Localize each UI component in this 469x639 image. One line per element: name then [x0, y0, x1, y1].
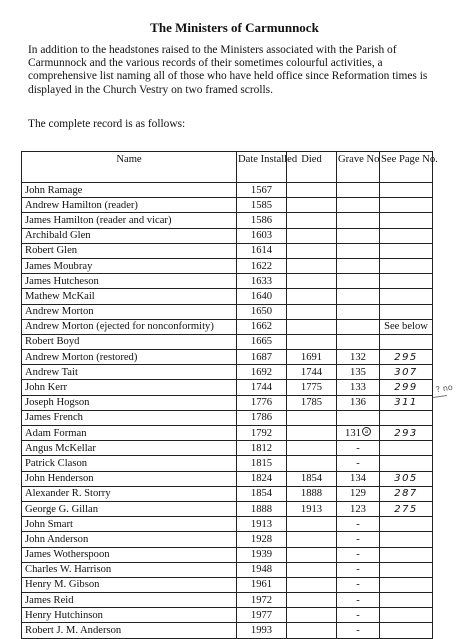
cell-date-installed — [237, 426, 287, 441]
cell-see-page — [380, 410, 433, 425]
cell-grave-no-text: - — [356, 533, 360, 545]
cell-grave-no — [337, 183, 380, 198]
cell-name — [22, 456, 237, 471]
cell-died — [287, 319, 337, 334]
cell-died — [287, 608, 337, 623]
intro-paragraph — [28, 44, 443, 97]
cell-grave-no — [337, 426, 380, 441]
margin-pen-mark — [433, 395, 447, 398]
table-row — [22, 608, 433, 623]
cell-see-page — [380, 471, 433, 486]
cell-date-installed — [237, 350, 287, 365]
cell-see-page — [380, 441, 433, 456]
table-row — [22, 577, 433, 592]
table-row — [22, 501, 433, 516]
cell-died — [287, 228, 337, 243]
cell-died — [287, 577, 337, 592]
cell-grave-no — [337, 577, 380, 592]
cell-name — [22, 532, 237, 547]
table-row — [22, 426, 433, 441]
cell-died — [287, 198, 337, 213]
cell-died — [287, 289, 337, 304]
cell-see-page — [380, 243, 433, 258]
cell-grave-no — [337, 380, 380, 395]
cell-name-text: Andrew Tait — [25, 366, 78, 378]
cell-see-page-text: 305 — [394, 473, 418, 485]
table-row — [22, 547, 433, 562]
cell-date-installed — [237, 228, 287, 243]
cell-date-installed — [237, 608, 287, 623]
cell-name-text: Archibald Glen — [25, 230, 91, 242]
header-date-installed: Date Installed — [237, 152, 287, 183]
cell-name-text: Robert Glen — [25, 245, 78, 257]
cell-date-installed — [237, 365, 287, 380]
cell-date-installed-text: 1692 — [250, 366, 273, 378]
table-row — [22, 304, 433, 319]
cell-name — [22, 501, 237, 516]
cell-died-text: 1888 — [300, 488, 323, 500]
cell-grave-no — [337, 243, 380, 258]
cell-grave-no — [337, 441, 380, 456]
cell-name-text: John Kerr — [25, 382, 68, 394]
cell-grave-no-text: - — [356, 594, 360, 606]
cell-grave-no — [337, 517, 380, 532]
cell-name-text: Robert J. M. Anderson — [25, 625, 122, 637]
table-row — [22, 289, 433, 304]
cell-grave-no — [337, 456, 380, 471]
cell-date-installed — [237, 395, 287, 410]
cell-died — [287, 365, 337, 380]
cell-date-installed-text: 1640 — [250, 290, 273, 302]
cell-date-installed — [237, 471, 287, 486]
cell-died — [287, 274, 337, 289]
cell-died — [287, 380, 337, 395]
cell-date-installed — [237, 532, 287, 547]
cell-grave-no — [337, 608, 380, 623]
cell-name — [22, 243, 237, 258]
table-row — [22, 532, 433, 547]
cell-grave-no — [337, 289, 380, 304]
cell-grave-no-text: - — [356, 609, 360, 621]
cell-date-installed-text: 1815 — [250, 457, 273, 469]
cell-date-installed — [237, 289, 287, 304]
cell-grave-no-text: 136 — [350, 397, 366, 409]
cell-name-text: Andrew Morton (ejected for nonconformity) — [25, 321, 214, 333]
cell-grave-no-text: 131 — [345, 427, 361, 439]
cell-died-text: 1744 — [300, 366, 323, 378]
cell-date-installed-text: 1792 — [250, 427, 273, 439]
cell-date-installed-text: 1603 — [250, 230, 273, 242]
cell-grave-no-text: 133 — [350, 382, 366, 394]
cell-grave-no-text: - — [356, 625, 360, 637]
cell-see-page — [380, 577, 433, 592]
cell-date-installed-text: 1687 — [250, 351, 273, 363]
table-row — [22, 213, 433, 228]
cell-died — [287, 183, 337, 198]
cell-date-installed — [237, 562, 287, 577]
table-row — [22, 350, 433, 365]
table-row — [22, 243, 433, 258]
cell-name — [22, 213, 237, 228]
cell-name-text: James Hutcheson — [25, 275, 99, 287]
cell-died — [287, 304, 337, 319]
cell-name — [22, 319, 237, 334]
cell-see-page — [380, 365, 433, 380]
cell-died — [287, 334, 337, 349]
intro-line: displayed in the Church Vestry on two framed scrolls. — [28, 83, 273, 96]
cell-name-text: John Ramage — [25, 184, 83, 196]
cell-see-page — [380, 350, 433, 365]
cell-grave-no-text: - — [356, 457, 360, 469]
cell-grave-no — [337, 410, 380, 425]
cell-grave-no — [337, 334, 380, 349]
cell-grave-no — [337, 228, 380, 243]
cell-died-text: 1913 — [300, 503, 323, 515]
table-row — [22, 274, 433, 289]
intro-line: Carmunnock and the various records of their sometimes colourful activities, a — [28, 57, 383, 70]
cell-see-page — [380, 304, 433, 319]
cell-grave-no — [337, 486, 380, 501]
cell-see-page — [380, 334, 433, 349]
cell-date-installed — [237, 456, 287, 471]
ministers-table — [21, 151, 438, 639]
cell-date-installed-text: 1993 — [250, 625, 273, 637]
cell-name — [22, 593, 237, 608]
cell-died-text: 1775 — [300, 382, 323, 394]
header-died: Died — [287, 152, 337, 183]
cell-name-text: John Smart — [25, 518, 73, 530]
cell-name — [22, 228, 237, 243]
cell-name — [22, 350, 237, 365]
cell-date-installed-text: 1786 — [250, 412, 273, 424]
cell-died — [287, 426, 337, 441]
cell-died — [287, 547, 337, 562]
cell-name — [22, 274, 237, 289]
cell-name-text: Andrew Hamilton (reader) — [25, 199, 138, 211]
cell-died — [287, 562, 337, 577]
cell-see-page — [380, 426, 433, 441]
cell-name-text: Joseph Hogson — [25, 397, 90, 409]
cell-name-text: Mathew McKail — [25, 290, 95, 302]
cell-grave-no — [337, 532, 380, 547]
cell-died — [287, 501, 337, 516]
cell-date-installed-text: 1622 — [250, 260, 273, 272]
cell-name — [22, 380, 237, 395]
cell-date-installed-text: 1948 — [250, 564, 273, 576]
cell-see-page — [380, 623, 433, 638]
cell-name-text: Alexander R. Storry — [25, 488, 111, 500]
cell-see-page — [380, 532, 433, 547]
cell-date-installed — [237, 183, 287, 198]
cell-died — [287, 441, 337, 456]
cell-grave-no — [337, 365, 380, 380]
cell-see-page-text: 275 — [394, 503, 418, 515]
table-row — [22, 334, 433, 349]
cell-date-installed — [237, 577, 287, 592]
header-grave-no: Grave No — [337, 152, 380, 183]
cell-name — [22, 258, 237, 273]
cell-see-page — [380, 517, 433, 532]
cell-died-text: 1854 — [300, 473, 323, 485]
cell-name-text: Angus McKellar — [25, 442, 96, 454]
cell-see-page — [380, 486, 433, 501]
table-row — [22, 471, 433, 486]
table-row — [22, 562, 433, 577]
cell-name-text: James Reid — [25, 594, 74, 606]
cell-see-page — [380, 228, 433, 243]
table-header-row — [22, 152, 433, 183]
cell-see-page-text: 299 — [394, 382, 418, 394]
cell-date-installed — [237, 547, 287, 562]
cell-name — [22, 289, 237, 304]
cell-see-page — [380, 501, 433, 516]
cell-name — [22, 441, 237, 456]
cell-died — [287, 410, 337, 425]
cell-see-page — [380, 213, 433, 228]
cell-grave-no — [337, 319, 380, 334]
cell-name-text: Henry M. Gibson — [25, 579, 100, 591]
cell-died-text: 1785 — [300, 397, 323, 409]
cell-grave-no-text: 123 — [350, 503, 366, 515]
table-row — [22, 198, 433, 213]
cell-name-text: Robert Boyd — [25, 336, 80, 348]
cell-died — [287, 456, 337, 471]
cell-died — [287, 213, 337, 228]
cell-date-installed — [237, 623, 287, 638]
cell-date-installed — [237, 380, 287, 395]
cell-name — [22, 623, 237, 638]
cell-grave-no — [337, 304, 380, 319]
cell-died — [287, 517, 337, 532]
table-row — [22, 380, 433, 395]
cell-grave-no-text: 132 — [350, 351, 366, 363]
circled-mark: a — [362, 427, 371, 436]
cell-name — [22, 395, 237, 410]
table-row — [22, 486, 433, 501]
table-row — [22, 441, 433, 456]
cell-name-text: James Hamilton (reader and vicar) — [25, 214, 172, 226]
cell-date-installed — [237, 441, 287, 456]
cell-date-installed-text: 1972 — [250, 594, 273, 606]
cell-date-installed-text: 1650 — [250, 306, 273, 318]
cell-date-installed-text: 1567 — [250, 184, 273, 196]
cell-name — [22, 608, 237, 623]
cell-see-page — [380, 547, 433, 562]
header-name: Name — [22, 152, 237, 183]
cell-grave-no — [337, 562, 380, 577]
table-row — [22, 623, 433, 638]
cell-died — [287, 243, 337, 258]
cell-date-installed — [237, 486, 287, 501]
cell-name — [22, 577, 237, 592]
page-title: The Ministers of Carmunnock — [150, 20, 319, 35]
cell-see-page — [380, 183, 433, 198]
cell-name-text: Charles W. Harrison — [25, 564, 112, 576]
cell-grave-no — [337, 350, 380, 365]
cell-grave-no-text: 134 — [350, 473, 366, 485]
cell-date-installed — [237, 517, 287, 532]
cell-name — [22, 471, 237, 486]
table-row — [22, 258, 433, 273]
cell-died — [287, 623, 337, 638]
table-body — [22, 183, 433, 639]
cell-name — [22, 426, 237, 441]
cell-date-installed-text: 1854 — [250, 488, 273, 500]
cell-date-installed-text: 1614 — [250, 245, 273, 257]
cell-name-text: Andrew Morton (restored) — [25, 351, 138, 363]
table-row — [22, 517, 433, 532]
cell-date-installed-text: 1913 — [250, 518, 273, 530]
cell-grave-no — [337, 198, 380, 213]
cell-date-installed-text: 1776 — [250, 397, 273, 409]
cell-date-installed-text: 1928 — [250, 533, 273, 545]
cell-see-page — [380, 593, 433, 608]
cell-date-installed — [237, 593, 287, 608]
table-row — [22, 183, 433, 198]
cell-date-installed — [237, 274, 287, 289]
cell-name-text: James Moubray — [25, 260, 93, 272]
cell-name-text: Henry Hutchinson — [25, 609, 103, 621]
cell-date-installed — [237, 304, 287, 319]
cell-date-installed — [237, 410, 287, 425]
cell-grave-no — [337, 395, 380, 410]
cell-grave-no — [337, 501, 380, 516]
cell-grave-no — [337, 258, 380, 273]
cell-name — [22, 365, 237, 380]
cell-name-text: Andrew Morton — [25, 306, 94, 318]
table-row — [22, 395, 433, 410]
cell-date-installed-text: 1939 — [250, 549, 273, 561]
cell-name-text: Adam Forman — [25, 427, 87, 439]
cell-see-page — [380, 289, 433, 304]
cell-date-installed-text: 1633 — [250, 275, 273, 287]
table-row — [22, 365, 433, 380]
cell-date-installed — [237, 198, 287, 213]
cell-grave-no-text: - — [356, 579, 360, 591]
cell-name-text: James French — [25, 412, 83, 424]
cell-date-installed — [237, 258, 287, 273]
cell-name — [22, 562, 237, 577]
cell-see-page-text: See below — [384, 321, 428, 333]
cell-date-installed-text: 1662 — [250, 321, 273, 333]
header-see-page: See Page No. — [380, 152, 433, 183]
cell-date-installed-text: 1586 — [250, 214, 273, 226]
cell-grave-no — [337, 471, 380, 486]
cell-see-page — [380, 608, 433, 623]
intro-line: comprehensive list naming all of those who have held office since Reformation times is — [28, 70, 428, 83]
cell-name-text: John Henderson — [25, 473, 94, 485]
cell-date-installed-text: 1961 — [250, 579, 273, 591]
cell-grave-no-text: - — [356, 442, 360, 454]
cell-grave-no — [337, 623, 380, 638]
cell-see-page — [380, 456, 433, 471]
cell-grave-no — [337, 213, 380, 228]
cell-see-page — [380, 198, 433, 213]
cell-name-text: James Wotherspoon — [25, 549, 110, 561]
margin-handwritten-note: ? no — [435, 382, 454, 395]
cell-see-page — [380, 380, 433, 395]
cell-died — [287, 350, 337, 365]
cell-grave-no-text: - — [356, 549, 360, 561]
cell-date-installed-text: 1665 — [250, 336, 273, 348]
cell-name — [22, 198, 237, 213]
table-row — [22, 410, 433, 425]
cell-see-page-text: 307 — [394, 366, 418, 378]
cell-grave-no-text: 135 — [350, 366, 366, 378]
cell-grave-no-text: - — [356, 518, 360, 530]
cell-name-text: John Anderson — [25, 533, 89, 545]
cell-date-installed-text: 1744 — [250, 382, 273, 394]
table-row — [22, 593, 433, 608]
cell-grave-no — [337, 274, 380, 289]
cell-died — [287, 395, 337, 410]
cell-grave-no-text: - — [356, 564, 360, 576]
cell-name — [22, 517, 237, 532]
cell-died — [287, 471, 337, 486]
cell-died — [287, 258, 337, 273]
cell-date-installed-text: 1888 — [250, 503, 273, 515]
cell-see-page — [380, 395, 433, 410]
cell-grave-no — [337, 547, 380, 562]
table-row — [22, 228, 433, 243]
cell-date-installed — [237, 213, 287, 228]
table-row — [22, 319, 433, 334]
table-row — [22, 456, 433, 471]
cell-name-text: Patrick Clason — [25, 457, 88, 469]
cell-date-installed-text: 1977 — [250, 609, 273, 621]
cell-name-text: George G. Gillan — [25, 503, 99, 515]
cell-name — [22, 183, 237, 198]
cell-name — [22, 304, 237, 319]
cell-grave-no-text: 129 — [350, 488, 366, 500]
cell-died — [287, 486, 337, 501]
cell-date-installed — [237, 334, 287, 349]
cell-died-text: 1691 — [300, 351, 323, 363]
cell-date-installed — [237, 243, 287, 258]
cell-see-page-text: 295 — [394, 351, 418, 363]
cell-grave-no — [337, 593, 380, 608]
cell-see-page — [380, 274, 433, 289]
cell-name — [22, 486, 237, 501]
cell-see-page-text: 287 — [394, 488, 418, 500]
cell-see-page — [380, 258, 433, 273]
cell-date-installed-text: 1824 — [250, 473, 273, 485]
cell-date-installed-text: 1585 — [250, 199, 273, 211]
cell-see-page-text: 311 — [394, 397, 418, 409]
cell-date-installed-text: 1812 — [250, 442, 273, 454]
lead-text: The complete record is as follows: — [28, 118, 186, 130]
cell-date-installed — [237, 501, 287, 516]
cell-died — [287, 532, 337, 547]
cell-see-page — [380, 319, 433, 334]
cell-date-installed — [237, 319, 287, 334]
cell-see-page — [380, 562, 433, 577]
cell-name — [22, 547, 237, 562]
cell-name — [22, 410, 237, 425]
cell-name — [22, 334, 237, 349]
intro-line: In addition to the headstones raised to the Ministers associated with the Parish of — [28, 44, 397, 56]
cell-died — [287, 593, 337, 608]
cell-see-page-text: 293 — [394, 427, 418, 439]
